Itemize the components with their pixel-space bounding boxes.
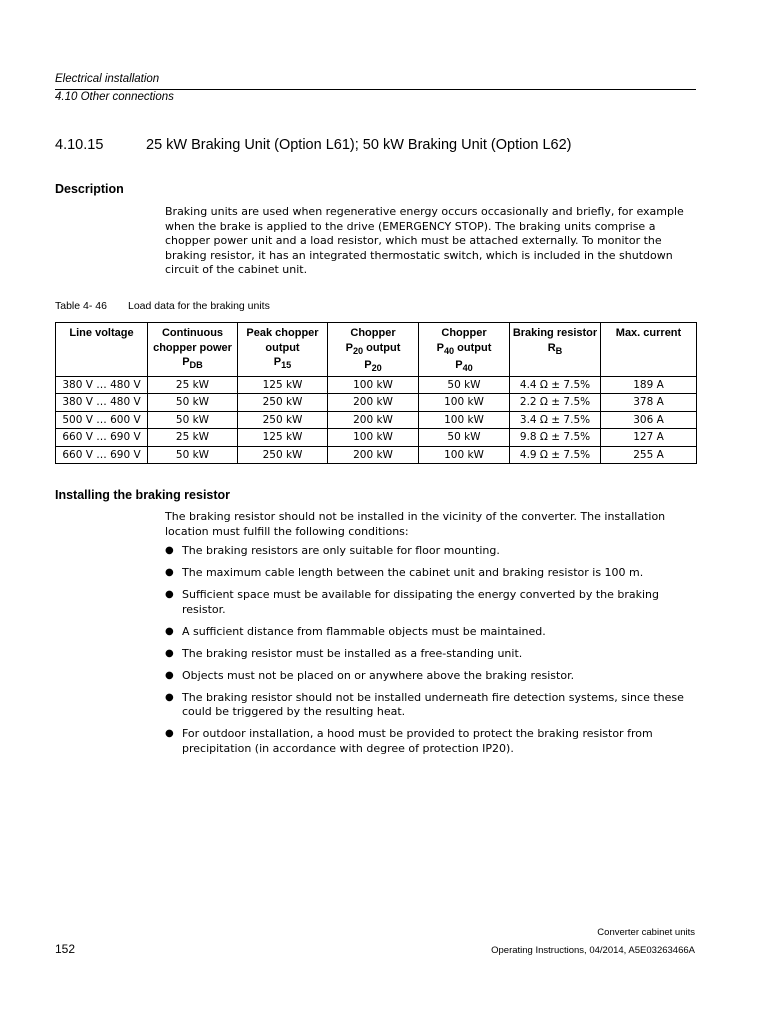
list-item	[165, 625, 697, 640]
table-cell: 50 kW	[148, 394, 238, 412]
table-body	[56, 376, 697, 464]
list-item	[165, 566, 697, 581]
table-cell: 50 kW	[419, 376, 510, 394]
list-item-text: A sufficient distance from flammable objects must be maintained.	[182, 624, 546, 638]
table-row	[56, 411, 697, 429]
installing-intro: The braking resistor should not be installed in the vicinity of the converter. The installation location must fulfill the following conditions:	[165, 510, 666, 538]
table-cell: 2.2 Ω ± 7.5%	[510, 394, 601, 412]
col-header-peak-chopper-output: Peak chopper output $P_{15}$	[238, 323, 328, 377]
footer-doc-title: Converter cabinet units	[597, 927, 695, 938]
table-cell: 100 kW	[328, 376, 419, 394]
installing-heading: Installing the braking resistor	[55, 488, 231, 502]
description-paragraph: Braking units are used when regenerative energy occurs occasionally and briefly, for example when the brake is applied to the drive (EMERGENCY STOP). The braking units comprise a chopper power unit and a load resistor, which must be attached externally. To monitor the braking resistor, it has an integrated thermostatic switch, which is included in the shutdown circuit of the cabinet unit.	[165, 205, 684, 276]
page-number: 152	[55, 942, 76, 956]
list-item-text: For outdoor installation, a hood must be provided to protect the braking resistor from precipitation (in accordance with degree of protection IP20).	[182, 727, 653, 755]
col-header-braking-resistor: Braking resistor $R_B$	[510, 323, 601, 377]
bullet-icon: ●	[165, 669, 174, 681]
bullet-icon: ●	[165, 545, 174, 556]
table-cell: 189 A	[601, 376, 697, 394]
bullet-icon: ●	[165, 625, 174, 637]
table-cell: 660 V … 690 V	[56, 446, 148, 464]
list-item-text: Sufficient space must be available for dissipating the energy converted by the braking resistor.	[182, 588, 659, 616]
list-item-text: The braking resistors are only suitable for floor mounting.	[182, 544, 500, 557]
bullet-icon: ●	[165, 728, 174, 739]
bullet-icon: ●	[165, 647, 174, 659]
running-header-chapter: Electrical installation	[55, 73, 160, 85]
list-item	[165, 544, 697, 559]
table-cell: 25 kW	[148, 376, 238, 394]
table-cell: 127 A	[601, 429, 697, 447]
table-cell: 4.9 Ω ± 7.5%	[510, 446, 601, 464]
footer-doc-info: Operating Instructions, 04/2014, A5E03263466A	[491, 945, 695, 956]
table-cell: 100 kW	[419, 411, 510, 429]
section-title: 25 kW Braking Unit (Option L61); 50 kW Braking Unit (Option L62)	[146, 137, 572, 153]
table-cell: 500 V … 600 V	[56, 411, 148, 429]
table-row	[56, 429, 697, 447]
col-header-continuous-chopper-power: Continuous chopper power $P_{DB}$	[148, 323, 238, 377]
table-cell: 378 A	[601, 394, 697, 412]
bullet-icon: ●	[165, 567, 174, 578]
list-item-text: Objects must not be placed on or anywhere above the braking resistor.	[182, 668, 575, 682]
table-cell: 100 kW	[328, 429, 419, 447]
table-row	[56, 446, 697, 464]
col-header-max-current: Max. current	[601, 323, 697, 377]
table-cell: 250 kW	[238, 446, 328, 464]
table-cell: 200 kW	[328, 411, 419, 429]
list-item	[165, 669, 697, 684]
list-item	[165, 727, 697, 756]
header-rule	[55, 89, 696, 90]
table-cell: 200 kW	[328, 446, 419, 464]
table-cell: 380 V … 480 V	[56, 376, 148, 394]
table-row	[56, 394, 697, 412]
table-cell: 250 kW	[238, 411, 328, 429]
table-cell: 100 kW	[419, 394, 510, 412]
table-cell: 200 kW	[328, 394, 419, 412]
table-cell: 125 kW	[238, 376, 328, 394]
table-cell: 306 A	[601, 411, 697, 429]
table-cell: 100 kW	[419, 446, 510, 464]
list-item	[165, 588, 697, 617]
list-item	[165, 691, 697, 720]
table-cell: 25 kW	[148, 429, 238, 447]
table-caption	[55, 300, 270, 312]
table-cell: 660 V … 690 V	[56, 429, 148, 447]
load-data-table	[55, 322, 697, 464]
list-item	[165, 647, 697, 662]
list-item-text: The braking resistor should not be installed underneath fire detection systems, since these could be triggered by the resulting heat.	[182, 690, 684, 718]
table-cell: 50 kW	[148, 411, 238, 429]
section-number: 4.10.15	[55, 137, 104, 153]
list-item-text: The braking resistor must be installed as a free-standing unit.	[182, 646, 523, 660]
installation-conditions-list	[165, 544, 697, 764]
table-header-row	[56, 323, 697, 377]
description-heading: Description	[55, 182, 124, 196]
list-item-text: The maximum cable length between the cabinet unit and braking resistor is 100 m.	[182, 566, 644, 579]
running-header-section: 4.10 Other connections	[55, 91, 174, 103]
table-cell: 50 kW	[419, 429, 510, 447]
table-cell: 255 A	[601, 446, 697, 464]
col-header-line-voltage: Line voltage	[56, 323, 148, 377]
table-cell: 50 kW	[148, 446, 238, 464]
table-caption-number: Table 4- 46	[55, 300, 107, 312]
table-cell: 380 V … 480 V	[56, 394, 148, 412]
table-cell: 250 kW	[238, 394, 328, 412]
col-header-chopper-p20-output: Chopper $P_{20}$ output $P_{20}$	[328, 323, 419, 377]
table-row	[56, 376, 697, 394]
bullet-icon: ●	[165, 589, 174, 600]
table-cell: 3.4 Ω ± 7.5%	[510, 411, 601, 429]
bullet-icon: ●	[165, 691, 174, 703]
col-header-chopper-p40-output: Chopper $P_{40}$ output $P_{40}$	[419, 323, 510, 377]
table-cell: 9.8 Ω ± 7.5%	[510, 429, 601, 447]
table-cell: 4.4 Ω ± 7.5%	[510, 376, 601, 394]
table-cell: 125 kW	[238, 429, 328, 447]
table-caption-text: Load data for the braking units	[128, 300, 270, 312]
